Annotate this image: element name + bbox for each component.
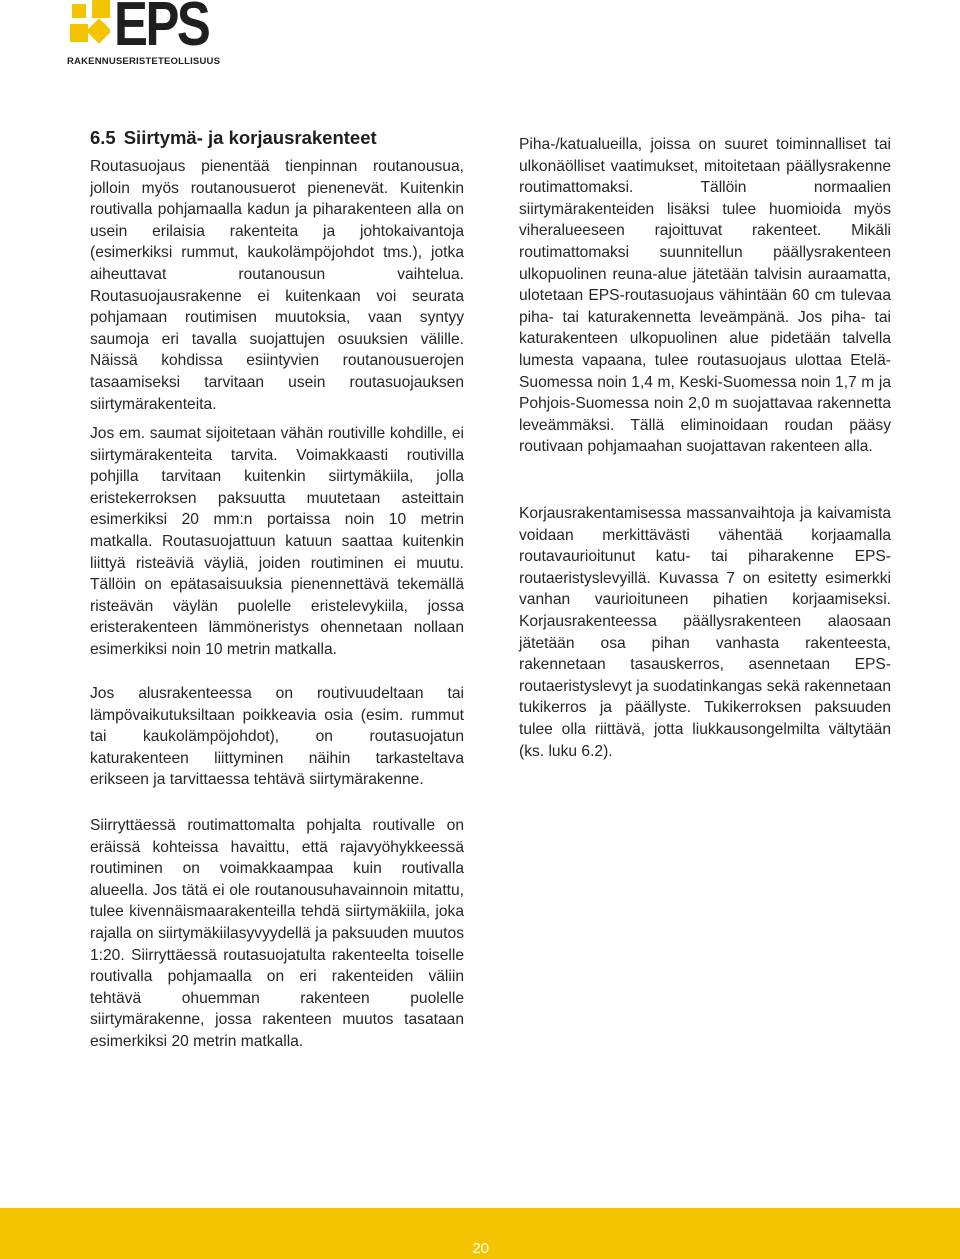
- section-title: Siirtymä- ja korjausrakenteet: [123, 127, 377, 148]
- section-heading: [90, 127, 377, 149]
- eps-logo-mark-icon: [62, 0, 110, 54]
- logo-wordmark: EPS: [114, 0, 209, 59]
- eps-logo: [62, 0, 221, 70]
- left-paragraph-2: Jos em. saumat sijoitetaan vähän routiville kohdille, ei siirtymärakenteita tarvita. Voimakkaasti routivilla pohjilla tarvitaan kuitenkin siirtymäkiila, jolla eristekerroksen paksuutta muutetaan asteittain esimerkiksi 20 mm:n portaissa noin 10 metrin matkalla. Routasuojattuun katuun saattaa kuitenkin liittyä risteäviä väyliä, joiden routiminen ei muutu. Tällöin on epätasaisuuksia pienennettävä tekemällä risteävän väylän puolelle eristelevykiila, jossa eristerakenteen lämmöneristys ohennetaan nollaan esimerkiksi noin 10 metrin matkalla.: [90, 425, 464, 658]
- logo-tagline: RAKENNUSERISTETEOLLISUUS: [67, 56, 221, 67]
- page-number: 20: [472, 1240, 489, 1257]
- left-paragraph-1: Routasuojaus pienentää tienpinnan routanousua, jolloin myös routanousuerot pienenevät. Kuitenkin routivalla pohjamaalla kadun ja piharakenteen alla on usein erilaisia rakenteita ja johtokaivantoja (esimerkiksi rummut, kaukolämpöjohdot tms.), jotka aiheuttavat routanousun vaihtelua. Routasuojausrakenne ei kuitenkaan voi seurata pohjamaan routimisen muutoksia, vaan syntyy saumoja eri tavalla suojattujen osuuksien välille. Näissä kohdissa esiintyvien routanousuerojen tasaamiseksi tarvitaan usein routasuojauksen siirtymärakenteita.: [90, 158, 464, 413]
- right-paragraph-2: Korjausrakentamisessa massanvaihtoja ja kaivamista voidaan merkittävästi vähentää korjaamalla routavaurioitunut katu- tai piharakenne EPS-routaeristyslevyillä. Kuvassa 7 on esitetty esimerkki vanhan vaurioituneen pihatien korjaamiseksi. Korjausrakenteessa päällysrakenteen alaosaan jätetään osa pihan vanhasta rakenteesta, rakennetaan tasauskerros, asennetaan EPS-routaeristyslevyt ja suodatinkangas sekä rakennetaan tukikerros ja päällyste. Tukikerroksen paksuuden tulee olla riittävä, jotta liukkausongelmilta vältytään (ks. luku 6.2).: [519, 505, 891, 760]
- left-paragraph-4: Siirryttäessä routimattomalta pohjalta routivalle on eräissä kohteissa havaittu, että rajavyöhykkeessä routiminen on voimakkaampaa kuin routivalla alueella. Jos tätä ei ole routanousuhavainnoin mitattu, tulee kivennäismaarakenteilla tehdä siirtymäkiila, joka rajalla on siirtymäkiilasyvyydellä ja paksuuden muutos 1:20. Siirryttäessä routasuojatulta rakenteelta toiselle routivalla pohjamaalla on eri rakenteiden väliin tehtävä ohuemman rakenteen puolelle siirtymärakenne, jossa rakenteen muutos tasataan esimerkiksi 20 metrin matkalla.: [90, 817, 464, 1050]
- section-number: 6.5: [90, 127, 116, 148]
- left-paragraph-3: Jos alusrakenteessa on routivuudeltaan tai lämpövaikutuksiltaan poikkeavia osia (esim. rummut tai kaukolämpöjohdot), on routasuojatun katurakenteen liittyminen näihin tarkasteltava erikseen ja tarvittaessa tehtävä siirtymärakenne.: [90, 685, 464, 789]
- right-paragraph-1: Piha-/katualueilla, joissa on suuret toiminnalliset tai ulkonäölliset vaatimukset, mitoitetaan päällysrakenne routimattomaksi. Tällöin normaalien siirtymärakenteiden lisäksi tulee huomioida myös viheralueeseen rajoittuvat rakenteet. Mikäli routimattomaksi suunnitellun päällysrakenteen ulkopuolinen reuna-alue jätetään talvisin auraamatta, ulotetaan EPS-routasuojaus vähintään 60 cm tulevaa piha- tai katurakennetta leveämpänä. Jos piha- tai katurakenteen ulkopuolinen alue pidetään talvella lumesta vapaana, tulee routasuojaus ulottaa Etelä-Suomessa noin 1,4 m, Keski-Suomessa noin 1,7 m ja Pohjois-Suomessa noin 2,0 m suojattavaa rakennetta leveämmäksi. Tällä eliminoidaan roudan pääsy routivaan pohjamaahan suojattavan rakenteen alla.: [519, 136, 891, 456]
